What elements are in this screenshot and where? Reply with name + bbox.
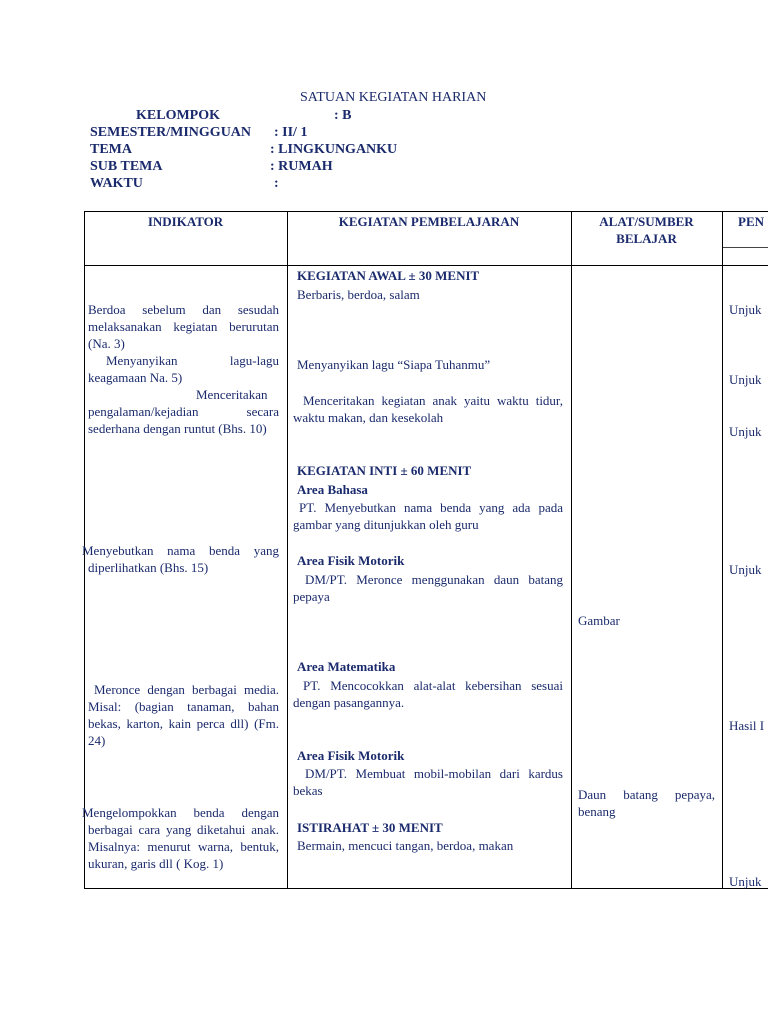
header-alat-line1: ALAT/SUMBER [599,214,694,229]
indikator-item: Menceritakan pengalaman/kejadian secara sederhana dengan runtut (Bhs. 10) [88,387,279,436]
table-col-divider-2 [571,211,572,889]
kelompok-value: : B [334,108,352,123]
header-indikator: INDIKATOR [147,214,224,229]
istirahat-text: Bermain, mencuci tangan, berdoa, makan [297,838,514,853]
penilaian-item: Unjuk [729,372,762,387]
area-matematika-text: PT. Mencocokkan alat-alat kebersihan sesuai dengan pasangannya. [293,678,563,710]
kegiatan-awal-item: Berbaris, berdoa, salam [297,287,420,302]
table-subheader-border [722,247,768,248]
semester-label: SEMESTER/MINGGUAN [90,125,252,140]
tema-value: : LINGKUNGANKU [270,142,398,157]
tema-label: TEMA [90,142,132,157]
istirahat-heading: ISTIRAHAT ± 30 MENIT [297,820,443,835]
kegiatan-inti-heading: KEGIATAN INTI ± 60 MENIT [297,463,472,478]
indikator-item: Meronce dengan berbagai media. Misal: (bagian tanaman, bahan bekas, karton, kain perca dll) (Fm. 24) [88,682,279,748]
table-header-border [84,265,768,266]
penilaian-item: Unjuk [729,424,762,439]
waktu-value: : [274,176,279,191]
kegiatan-awal-heading: KEGIATAN AWAL ± 30 MENIT [297,268,480,283]
header-alat-line2: BELAJAR [616,231,677,246]
table-top-border [84,211,768,212]
indikator-item: Berdoa sebelum dan sesudah melaksanakan kegiatan berurutan (Na. 3) [88,302,279,351]
area-fisik-motorik-text: DM/PT. Membuat mobil-mobilan dari kardus bekas [293,766,563,798]
area-fisik-motorik-heading: Area Fisik Motorik [297,553,405,568]
area-bahasa-heading: Area Bahasa [297,482,368,497]
indikator-item: Menyanyikan lagu-lagu keagamaan Na. 5) [88,353,279,385]
area-matematika-heading: Area Matematika [297,659,396,674]
subtema-value: : RUMAH [270,159,333,174]
indikator-item: Mengelompokkan benda dengan berbagai cara yang diketahui anak. Misalnya: menurut warna, bentuk, ukuran, garis dll ( Kog. 1) [82,805,279,871]
penilaian-item: Unjuk [729,874,762,889]
header-kegiatan: KEGIATAN PEMBELAJARAN [338,214,520,229]
kelompok-label: KELOMPOK [136,108,220,123]
semester-value: : II/ 1 [274,125,308,140]
alat-item: Daun batang pepaya, benang [578,787,715,819]
penilaian-item: Hasil I [729,718,765,733]
subtema-label: SUB TEMA [90,159,163,174]
header-penilaian: PEN [738,214,764,229]
waktu-label: WAKTU [90,176,143,191]
penilaian-item: Unjuk [729,302,762,317]
area-fisik-motorik-heading: Area Fisik Motorik [297,748,405,763]
kegiatan-awal-item: Menceritakan kegiatan anak yaitu waktu tidur, waktu makan, dan kesekolah [293,393,563,425]
page-title: SATUAN KEGIATAN HARIAN [300,90,487,105]
kegiatan-awal-item: Menyanyikan lagu “Siapa Tuhanmu” [297,357,491,372]
table-col-divider-3 [722,211,723,889]
table-col-divider-1 [287,211,288,889]
area-bahasa-text: PT. Menyebutkan nama benda yang ada pada gambar yang ditunjukkan oleh guru [293,500,563,532]
alat-item: Gambar [578,613,620,628]
indikator-item: Menyebutkan nama benda yang diperlihatkan (Bhs. 15) [82,543,279,575]
area-fisik-motorik-text: DM/PT. Meronce menggunakan daun batang pepaya [293,572,563,604]
penilaian-item: Unjuk [729,562,762,577]
table-bottom-border [84,888,768,889]
